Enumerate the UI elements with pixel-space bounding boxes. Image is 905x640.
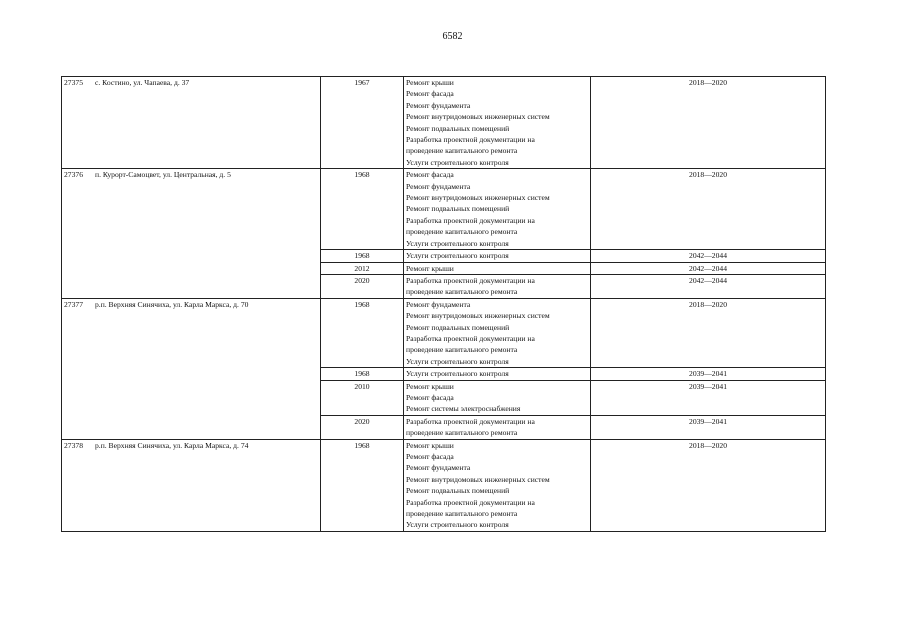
build-year: 2010 [321, 380, 404, 415]
work-item: Ремонт фундамента [406, 181, 471, 191]
work-item: проведение капитального ремонта [406, 509, 518, 519]
work-item: Разработка проектной документации на [406, 135, 535, 145]
work-item: Ремонт подвальных помещений [406, 486, 510, 496]
work-item: Ремонт фасада [406, 452, 454, 461]
work-item: проведение капитального ремонта [406, 227, 518, 237]
repair-period: 2018—2020 [591, 439, 826, 531]
entry-address: р.п. Верхняя Синячиха, ул. Карла Маркса, д. 74 [93, 439, 321, 531]
entry-number: 27378 [62, 439, 94, 531]
repair-period: 2018—2020 [591, 298, 826, 367]
entry-number: 27376 [62, 169, 94, 298]
work-list [404, 415, 591, 439]
work-item: Ремонт крыши [406, 440, 454, 450]
work-item: Ремонт подвальных помещений [406, 123, 510, 133]
build-year: 1968 [321, 298, 404, 367]
work-item: Ремонт крыши [406, 263, 454, 273]
work-list [404, 274, 591, 298]
work-item: Услуги строительного контроля [406, 520, 509, 530]
work-item: Ремонт фундамента [406, 100, 471, 110]
work-list [404, 380, 591, 415]
work-item: Ремонт фасада [406, 392, 454, 402]
work-item: проведение капитального ремонта [406, 146, 518, 156]
work-list [404, 439, 591, 531]
repair-period: 2039—2041 [591, 415, 826, 439]
work-item: Ремонт подвальных помещений [406, 322, 510, 332]
work-list [404, 250, 591, 262]
work-item: проведение капитального ремонта [406, 428, 518, 438]
work-item: Ремонт системы электроснабжения [406, 404, 521, 414]
work-list [404, 169, 591, 250]
table-row [62, 298, 826, 367]
work-item: Разработка проектной документации на [406, 497, 535, 507]
build-year: 1968 [321, 368, 404, 380]
entry-number: 27377 [62, 298, 94, 439]
work-list [404, 368, 591, 380]
work-item: Ремонт фасада [406, 170, 454, 180]
work-item: Разработка проектной документации на [406, 275, 535, 285]
table-row [62, 77, 826, 169]
table-row [62, 439, 826, 531]
work-item: Разработка проектной документации на [406, 333, 535, 343]
work-list [404, 262, 591, 274]
work-item: проведение капитального ремонта [406, 287, 518, 297]
repair-period: 2042—2044 [591, 250, 826, 262]
work-item: Услуги строительного контроля [406, 356, 509, 366]
work-item: Услуги строительного контроля [406, 369, 509, 379]
work-item: Ремонт внутридомовых инженерных систем [406, 474, 550, 484]
work-item: Ремонт фасада [406, 89, 454, 99]
work-item: Ремонт фундамента [406, 299, 471, 309]
build-year: 1968 [321, 169, 404, 250]
build-year: 2020 [321, 274, 404, 298]
work-item: Ремонт фундамента [406, 463, 471, 473]
work-item: Ремонт внутридомовых инженерных систем [406, 193, 550, 203]
work-item: Ремонт крыши [406, 381, 454, 391]
repair-period: 2039—2041 [591, 380, 826, 415]
repair-period: 2042—2044 [591, 274, 826, 298]
table-body [62, 77, 826, 532]
build-year: 1967 [321, 77, 404, 169]
work-item: Разработка проектной документации на [406, 215, 535, 225]
work-item: Ремонт внутридомовых инженерных систем [406, 311, 550, 321]
build-year: 2012 [321, 262, 404, 274]
repair-schedule-table [61, 76, 826, 532]
work-item: Услуги строительного контроля [406, 157, 509, 167]
work-item: Ремонт внутридомовых инженерных систем [406, 112, 550, 122]
repair-period: 2018—2020 [591, 169, 826, 250]
entry-address: п. Курорт-Самоцвет, ул. Центральная, д. 5 [93, 169, 321, 298]
repair-period: 2039—2041 [591, 368, 826, 380]
entry-number: 27375 [62, 77, 94, 169]
work-item: Разработка проектной документации на [406, 416, 535, 426]
page-number: 6582 [442, 31, 463, 42]
work-list [404, 77, 591, 169]
repair-period: 2018—2020 [591, 77, 826, 169]
entry-address: с. Костино, ул. Чапаева, д. 37 [93, 77, 321, 169]
work-list [404, 298, 591, 367]
build-year: 1968 [321, 439, 404, 531]
work-item: Услуги строительного контроля [406, 251, 509, 261]
table-row [62, 169, 826, 250]
entry-address: р.п. Верхняя Синячиха, ул. Карла Маркса, д. 70 [93, 298, 321, 439]
build-year: 1968 [321, 250, 404, 262]
work-item: проведение капитального ремонта [406, 345, 518, 355]
work-item: Ремонт крыши [406, 78, 454, 87]
work-item: Ремонт подвальных помещений [406, 204, 510, 214]
build-year: 2020 [321, 415, 404, 439]
work-item: Услуги строительного контроля [406, 238, 509, 248]
repair-period: 2042—2044 [591, 262, 826, 274]
